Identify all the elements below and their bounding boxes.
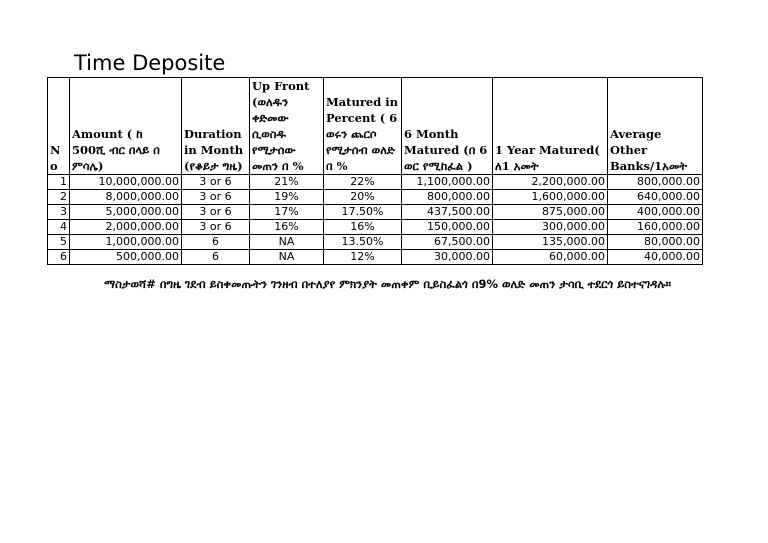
cell-6-month: 800,000.00 bbox=[402, 190, 493, 205]
column-header-other-banks: Average Other Banks/1አመት bbox=[608, 78, 703, 175]
column-header-up-front: Up Front (ወለዱን ቀድመው ሲወስዱ የሚታሰው መጠን በ % bbox=[250, 78, 324, 175]
column-header-matured-percent: Matured in Percent ( 6 ወሩን ጨርሶ የሚታሰብ ወለድ በ % bbox=[324, 78, 402, 175]
cell-other-banks: 640,000.00 bbox=[608, 190, 703, 205]
cell-no: 1 bbox=[48, 175, 70, 190]
header-row bbox=[48, 78, 703, 175]
table-row bbox=[48, 250, 703, 265]
cell-other-banks: 400,000.00 bbox=[608, 205, 703, 220]
cell-amount: 5,000,000.00 bbox=[70, 205, 182, 220]
cell-other-banks: 800,000.00 bbox=[608, 175, 703, 190]
cell-matured-percent: 17.50% bbox=[324, 205, 402, 220]
cell-amount: 1,000,000.00 bbox=[70, 235, 182, 250]
cell-duration: 3 or 6 bbox=[182, 190, 250, 205]
cell-up-front: 17% bbox=[250, 205, 324, 220]
cell-up-front: 16% bbox=[250, 220, 324, 235]
cell-no: 3 bbox=[48, 205, 70, 220]
cell-1-year: 1,600,000.00 bbox=[493, 190, 608, 205]
cell-no: 2 bbox=[48, 190, 70, 205]
page-title: Time Deposite bbox=[74, 51, 226, 75]
time-deposit-table bbox=[47, 77, 703, 265]
cell-up-front: 21% bbox=[250, 175, 324, 190]
cell-duration: 3 or 6 bbox=[182, 175, 250, 190]
column-header-duration: Duration in Month (የቆይታ ግዜ) bbox=[182, 78, 250, 175]
cell-6-month: 1,100,000.00 bbox=[402, 175, 493, 190]
table-row bbox=[48, 220, 703, 235]
cell-no: 4 bbox=[48, 220, 70, 235]
cell-1-year: 300,000.00 bbox=[493, 220, 608, 235]
cell-matured-percent: 16% bbox=[324, 220, 402, 235]
cell-up-front: NA bbox=[250, 250, 324, 265]
table-row bbox=[48, 190, 703, 205]
cell-amount: 8,000,000.00 bbox=[70, 190, 182, 205]
cell-duration: 6 bbox=[182, 235, 250, 250]
cell-6-month: 150,000.00 bbox=[402, 220, 493, 235]
cell-1-year: 2,200,000.00 bbox=[493, 175, 608, 190]
cell-other-banks: 40,000.00 bbox=[608, 250, 703, 265]
cell-amount: 500,000.00 bbox=[70, 250, 182, 265]
footnote: ማስታወሻ# በግዜ ገደብ ይስቀመጡትን ገንዘብ በተለያየ ምክንያት መጠቀም ቢይስፈልጎ በ9% ወለድ መጠን ታሳቢ ተደርጎ ይስተናገዳሉ። bbox=[104, 277, 671, 291]
cell-other-banks: 80,000.00 bbox=[608, 235, 703, 250]
column-header-no: No bbox=[48, 78, 70, 175]
cell-1-year: 135,000.00 bbox=[493, 235, 608, 250]
cell-matured-percent: 12% bbox=[324, 250, 402, 265]
cell-no: 5 bbox=[48, 235, 70, 250]
column-header-amount: Amount ( ከ 500ሺ ብር በላይ በ ምሳሌ) bbox=[70, 78, 182, 175]
cell-amount: 10,000,000.00 bbox=[70, 175, 182, 190]
cell-other-banks: 160,000.00 bbox=[608, 220, 703, 235]
cell-6-month: 437,500.00 bbox=[402, 205, 493, 220]
cell-up-front: NA bbox=[250, 235, 324, 250]
cell-6-month: 30,000.00 bbox=[402, 250, 493, 265]
cell-1-year: 875,000.00 bbox=[493, 205, 608, 220]
cell-matured-percent: 20% bbox=[324, 190, 402, 205]
cell-up-front: 19% bbox=[250, 190, 324, 205]
column-header-1-year-matured: 1 Year Matured( ለ1 አመት bbox=[493, 78, 608, 175]
cell-6-month: 67,500.00 bbox=[402, 235, 493, 250]
cell-no: 6 bbox=[48, 250, 70, 265]
table-row bbox=[48, 175, 703, 190]
cell-matured-percent: 13.50% bbox=[324, 235, 402, 250]
cell-duration: 6 bbox=[182, 250, 250, 265]
cell-duration: 3 or 6 bbox=[182, 205, 250, 220]
cell-1-year: 60,000.00 bbox=[493, 250, 608, 265]
cell-amount: 2,000,000.00 bbox=[70, 220, 182, 235]
table-row bbox=[48, 205, 703, 220]
column-header-6-month-matured: 6 Month Matured (በ 6 ወር የሚከፈል ) bbox=[402, 78, 493, 175]
cell-matured-percent: 22% bbox=[324, 175, 402, 190]
table-row bbox=[48, 235, 703, 250]
cell-duration: 3 or 6 bbox=[182, 220, 250, 235]
